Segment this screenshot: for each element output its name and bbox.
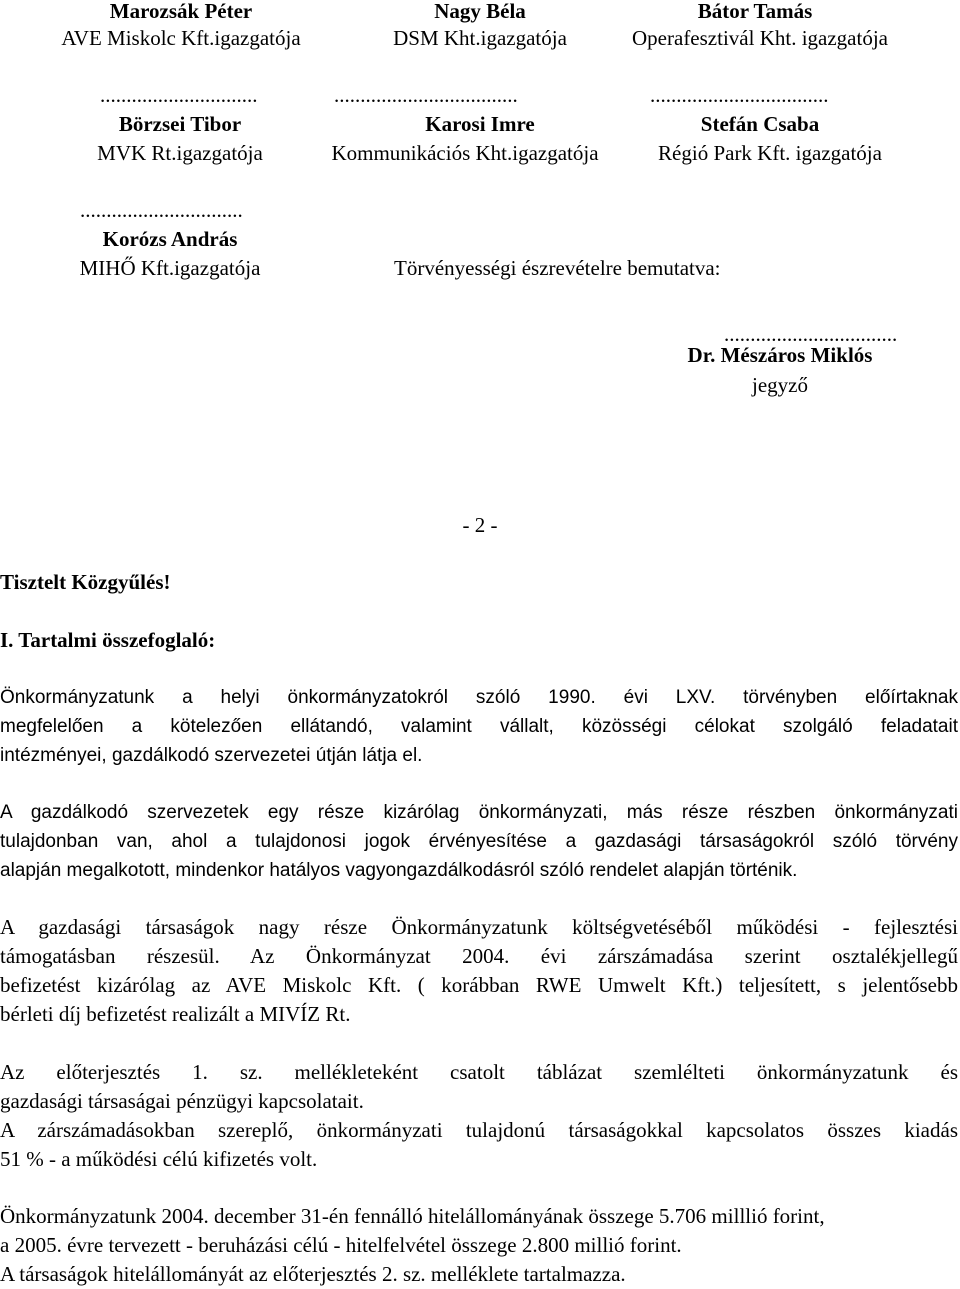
paragraph-line: intézményei, gazdálkodó szervezetei útján látja el. (0, 745, 423, 766)
paragraph-line: Önkormányzatunk a helyi önkormányzatokról szóló 1990. évi LXV. törvényben előírtaknak (0, 687, 958, 708)
notary-name: Dr. Mészáros Miklós (687, 343, 873, 367)
paragraph-line: A zárszámadásokban szereplő, önkormányzati tulajdonú társaságokkal kapcsolatos összes kiadás (0, 1118, 958, 1142)
paragraph-line: 51 % - a működési célú kifizetés volt. (0, 1147, 318, 1171)
paragraph-line: A gazdálkodó szervezetek egy része kizárólag önkormányzati, más része részben önkormányzati (0, 802, 958, 823)
signatory-name: Stefán Csaba (700, 112, 820, 136)
paragraph-line: bérleti díj befizetést realizált a MIVÍZ Rt. (0, 1002, 351, 1026)
signatory-title: Régió Park Kft. igazgatója (658, 141, 882, 165)
signatory-name: Börzsei Tibor (118, 112, 242, 136)
paragraph-line: megfelelően a kötelezően ellátandó, valamint vállalt, közösségi célokat szolgáló feladatait (0, 716, 958, 737)
paragraph-line: a 2005. évre tervezett - beruházási célú - hitelfelvétel összege 2.800 millió forint. (0, 1233, 682, 1257)
salutation: Tisztelt Közgyűlés! (0, 570, 171, 594)
signature-line: ............................... (80, 198, 243, 222)
paragraph-line: alapján megalkotott, mindenkor hatályos vagyongazdálkodásról szóló rendelet alapján történik. (0, 860, 798, 881)
signature-line: ................................... (334, 83, 518, 107)
signatory-title: MIHŐ Kft.igazgatója (79, 256, 261, 280)
section-heading: I. Tartalmi összefoglaló: (0, 628, 216, 652)
signature-line: .............................. (100, 83, 258, 107)
signatory-title: DSM Kht.igazgatója (393, 26, 567, 50)
signatory-name: Nagy Béla (434, 0, 526, 23)
paragraph-line: támogatásban részesül. Az Önkormányzat 2004. évi zárszámadása szerint osztalékjellegű (0, 944, 958, 968)
signatory-name: Karosi Imre (425, 112, 535, 136)
paragraph-line: befizetést kizárólag az AVE Miskolc Kft. ( korábban RWE Umwelt Kft.) teljesített, s jelentősebb (0, 973, 958, 997)
paragraph-line: tulajdonban van, ahol a tulajdonosi jogok érvényesítése a gazdasági társaságokról szóló törvény (0, 831, 958, 852)
legality-note: Törvényességi észrevételre bemutatva: (394, 256, 721, 280)
paragraph-line: gazdasági társaságai pénzügyi kapcsolatait. (0, 1089, 364, 1113)
signatory-title: AVE Miskolc Kft.igazgatója (61, 26, 301, 50)
signatory-name: Bátor Tamás (697, 0, 813, 23)
page-number: - 2 - (462, 513, 498, 537)
signature-line: .................................. (650, 83, 829, 107)
signatory-title: Kommunikációs Kht.igazgatója (331, 141, 599, 165)
signatory-title: Operafesztivál Kht. igazgatója (632, 26, 888, 50)
signatory-title: MVK Rt.igazgatója (97, 141, 263, 165)
notary-title: jegyző (752, 373, 808, 397)
signatory-name: Korózs András (102, 227, 238, 251)
paragraph-line: Önkormányzatunk 2004. december 31-én fennálló hitelállományának összege 5.706 milllió forint, (0, 1204, 825, 1228)
signature-line: ................................. (724, 322, 898, 346)
paragraph-line: A társaságok hitelállományát az előterjesztés 2. sz. melléklete tartalmazza. (0, 1262, 626, 1286)
signatory-name: Marozsák Péter (109, 0, 253, 23)
paragraph-line: A gazdasági társaságok nagy része Önkormányzatunk költségvetéséből működési - fejlesztési (0, 915, 958, 939)
paragraph-line: Az előterjesztés 1. sz. mellékleteként csatolt táblázat szemlélteti önkormányzatunk és (0, 1060, 958, 1084)
